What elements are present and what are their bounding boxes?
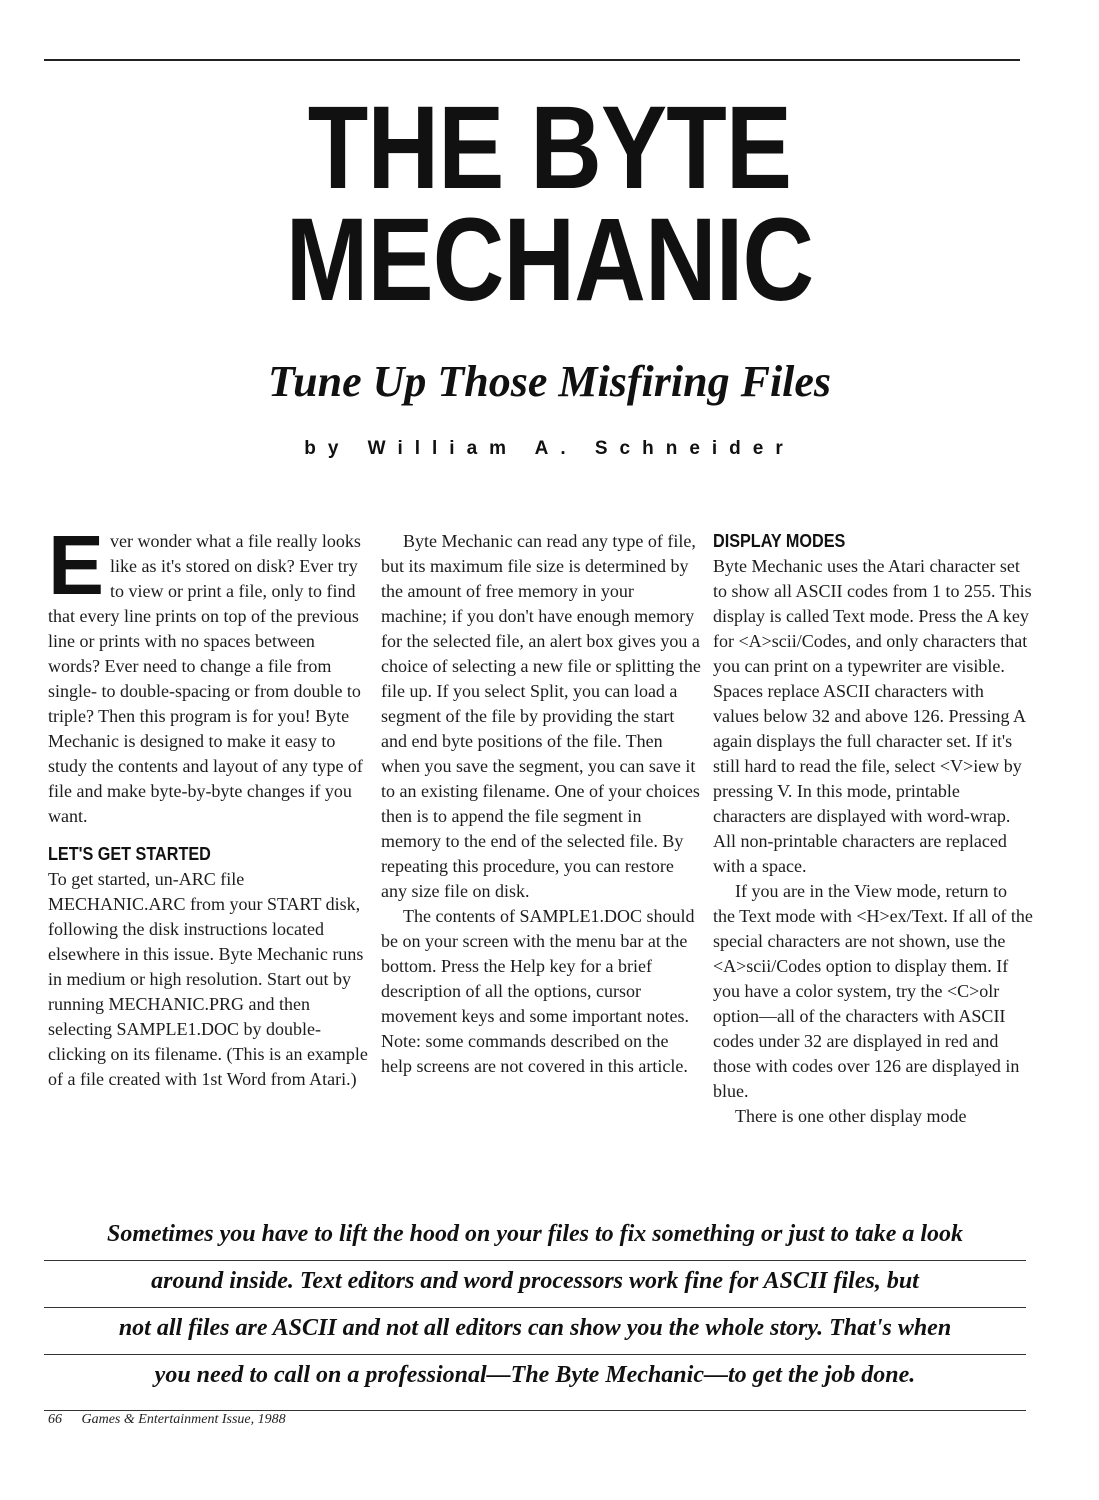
page-number: 66 (48, 1412, 62, 1427)
section-heading-getting-started: LET'S GET STARTED (48, 844, 211, 864)
body-paragraph: To get started, un-ARC file MECHANIC.ARC from your START disk, following the disk instructions located elsewhere in this issue. Byte Mechanic runs in medium or high resolution. Start out by running MECHANIC.PRG and then selecting SAMPLE1.DOC by double-clicking on its filename. (This is an example of a file created with 1st Word from Atari.) (48, 869, 368, 1089)
pull-quote-line: around inside. Text editors and word processors work fine for ASCII files, but (44, 1261, 1026, 1308)
body-paragraph: There is one other display mode (735, 1106, 967, 1126)
title-line-2: MECHANIC (285, 194, 814, 326)
intro-text: ver wonder what a file really looks like as it's stored on disk? Ever try to view or print a file, only to find that every line prints on top of the previous line or prints with no spaces between words? Ever need to change a file from single- to double-spacing or from double to triple? Then this program is for you! Byte Mechanic is designed to make it easy to study the contents and layout of any type of file and make byte-by-byte changes if you want. (48, 531, 363, 826)
publication-name: Games & Entertainment Issue, 1988 (81, 1412, 286, 1427)
drop-cap: E (48, 518, 105, 612)
article-subtitle: Tune Up Those Misfiring Files (267, 357, 832, 406)
body-paragraph: Byte Mechanic uses the Atari character set to show all ASCII codes from 1 to 255. This display is called Text mode. Press the A key for <A>scii/Codes, and only characters that you can print on a typewriter are visible. Spaces replace ASCII characters with values below 32 and above 126. Pressing A again displays the full character set. If it's still hard to read the file, select <V>iew by pressing V. In this mode, printable characters are displayed with word-wrap. All non-printable characters are replaced with a space. (713, 556, 1032, 876)
bottom-rule (44, 1410, 1026, 1411)
body-paragraph: Byte Mechanic can read any type of file, but its maximum file size is determined by the amount of free memory in your machine; if you don't have enough memory for the selected file, an alert box gives you a choice of selecting a new file or splitting the file up. If you select Split, you can load a segment of the file by providing the start and end byte positions of the file. Then when you save the segment, you can save it to an existing filename. One of your choices then is to append the file segment in memory to the end of the selected file. By repeating this procedure, you can restore any size file on disk. (381, 531, 701, 901)
column-2 (381, 529, 701, 1079)
pull-quote-line: not all files are ASCII and not all editors can show you the whole story. That's when (44, 1308, 1026, 1355)
pull-quote-line: Sometimes you have to lift the hood on your files to fix something or just to take a look (44, 1214, 1026, 1261)
title-line-1: THE BYTE (307, 82, 792, 214)
section-heading-display-modes: DISPLAY MODES (713, 531, 846, 551)
pull-quote-line: you need to call on a professional—The Byte Mechanic—to get the job done. (154, 1362, 916, 1388)
column-1 (48, 518, 368, 1092)
body-paragraph: If you are in the View mode, return to the Text mode with <H>ex/Text. If all of the special characters are not shown, use the <A>scii/Codes option to display them. If you have a color system, try the <C>olr option—all of the characters with ASCII codes under 32 are displayed in red and those with codes over 126 are displayed in blue. (713, 881, 1033, 1101)
pull-quote (44, 1214, 1026, 1401)
page-footer (48, 1412, 286, 1428)
article-title (88, 82, 1011, 326)
author-byline: by William A. Schneider (304, 438, 795, 459)
top-rule (44, 59, 1020, 61)
intro-paragraph (48, 518, 368, 829)
column-3 (713, 529, 1033, 1129)
body-paragraph: The contents of SAMPLE1.DOC should be on your screen with the menu bar at the bottom. Press the Help key for a brief description of all the options, cursor movement keys and some important notes. Note: some commands described on the help screens are not covered in this article. (381, 906, 695, 1076)
